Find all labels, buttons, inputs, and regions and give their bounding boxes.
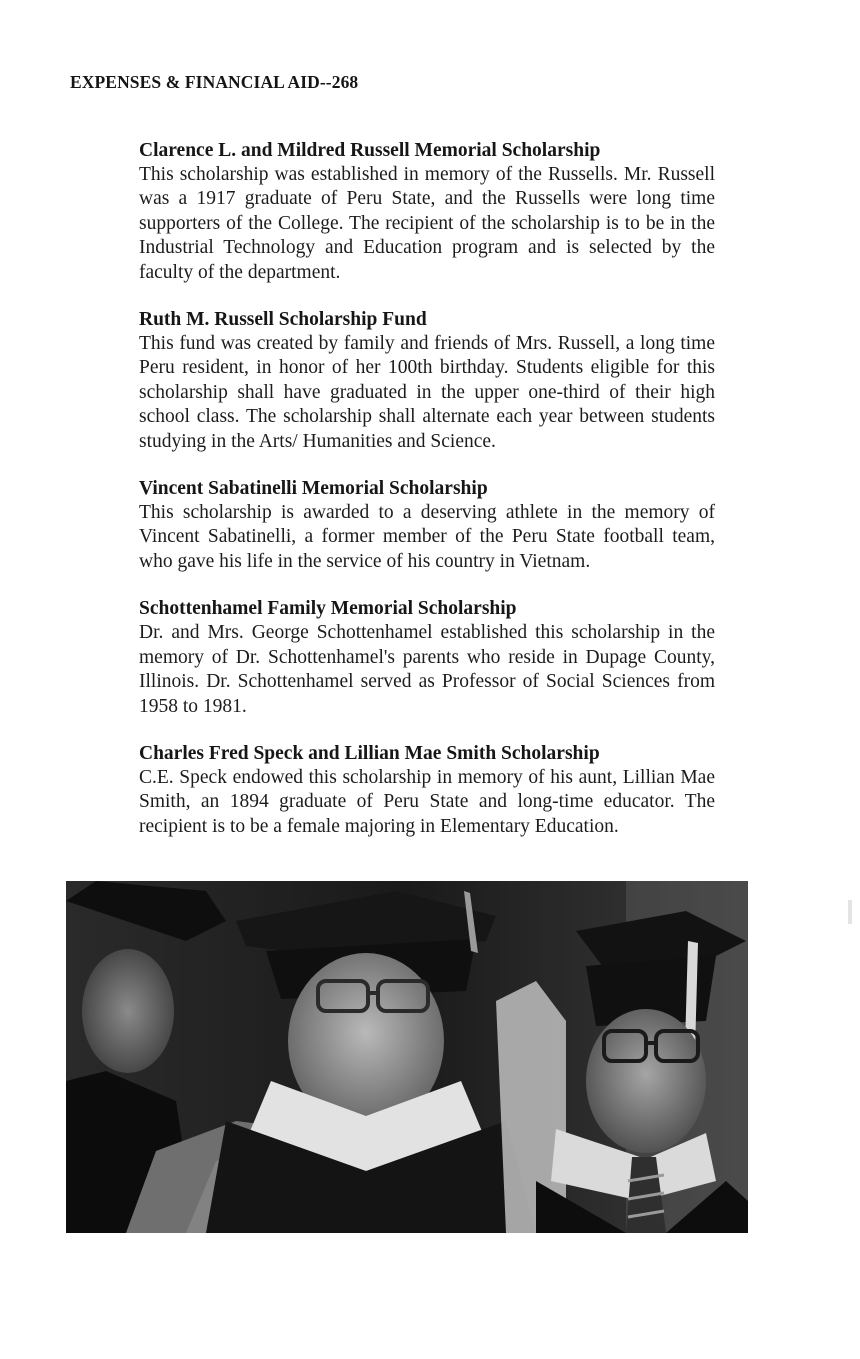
scholarship-title: Clarence L. and Mildred Russell Memorial Scholarship bbox=[139, 140, 601, 161]
scholarship-title: Schottenhamel Family Memorial Scholarship bbox=[139, 598, 517, 620]
scholarship-title: Ruth M. Russell Scholarship Fund bbox=[139, 309, 427, 331]
scholarship-entry bbox=[139, 138, 715, 285]
scholarship-entry bbox=[139, 596, 715, 719]
page-edge-mark bbox=[848, 900, 852, 924]
running-head: EXPENSES & FINANCIAL AID--268 bbox=[70, 72, 359, 92]
graduation-photo-illustration bbox=[66, 881, 748, 1233]
scholarship-title: Charles Fred Speck and Lillian Mae Smith Scholarship bbox=[139, 742, 600, 764]
scholarship-entry bbox=[139, 307, 715, 454]
scholarship-description: Dr. and Mrs. George Schottenhamel established this scholarship in the memory of Dr. Schottenhamel's parents who reside in Dupage County, Illinois. Dr. Schottenhamel served as Professor of Social Sciences from 1958 to 1981. bbox=[139, 622, 715, 717]
scholarship-description: This scholarship is awarded to a deserving athlete in the memory of Vincent Sabatinelli, a former member of the Peru State football team, who gave his life in the service of his country in Vietnam. bbox=[139, 502, 715, 572]
scholarship-entry bbox=[139, 476, 715, 574]
scholarship-description: This scholarship was established in memory of the Russells. Mr. Russell was a 1917 graduate of Peru State, and the Russells were long time supporters of the College. The recipient of the scholarship is to be in the Industrial Technology and Education program and is selected by the faculty of the department. bbox=[139, 164, 715, 283]
scholarship-list bbox=[139, 138, 715, 861]
scholarship-description: This fund was created by family and friends of Mrs. Russell, a long time Peru resident, in honor of her 100th birthday. Students eligible for this scholarship shall have graduated in the upper one-third of their high school class. The scholarship shall alternate each year between students studying in the Arts/ Humanities and Science. bbox=[139, 333, 715, 452]
scholarship-description: C.E. Speck endowed this scholarship in memory of his aunt, Lillian Mae Smith, an 1894 graduate of Peru State and long-time educator. The recipient is to be a female majoring in Elementary Education. bbox=[139, 766, 715, 837]
scholarship-entry bbox=[139, 741, 715, 839]
graduation-photo bbox=[66, 881, 748, 1233]
scholarship-title: Vincent Sabatinelli Memorial Scholarship bbox=[139, 478, 488, 500]
